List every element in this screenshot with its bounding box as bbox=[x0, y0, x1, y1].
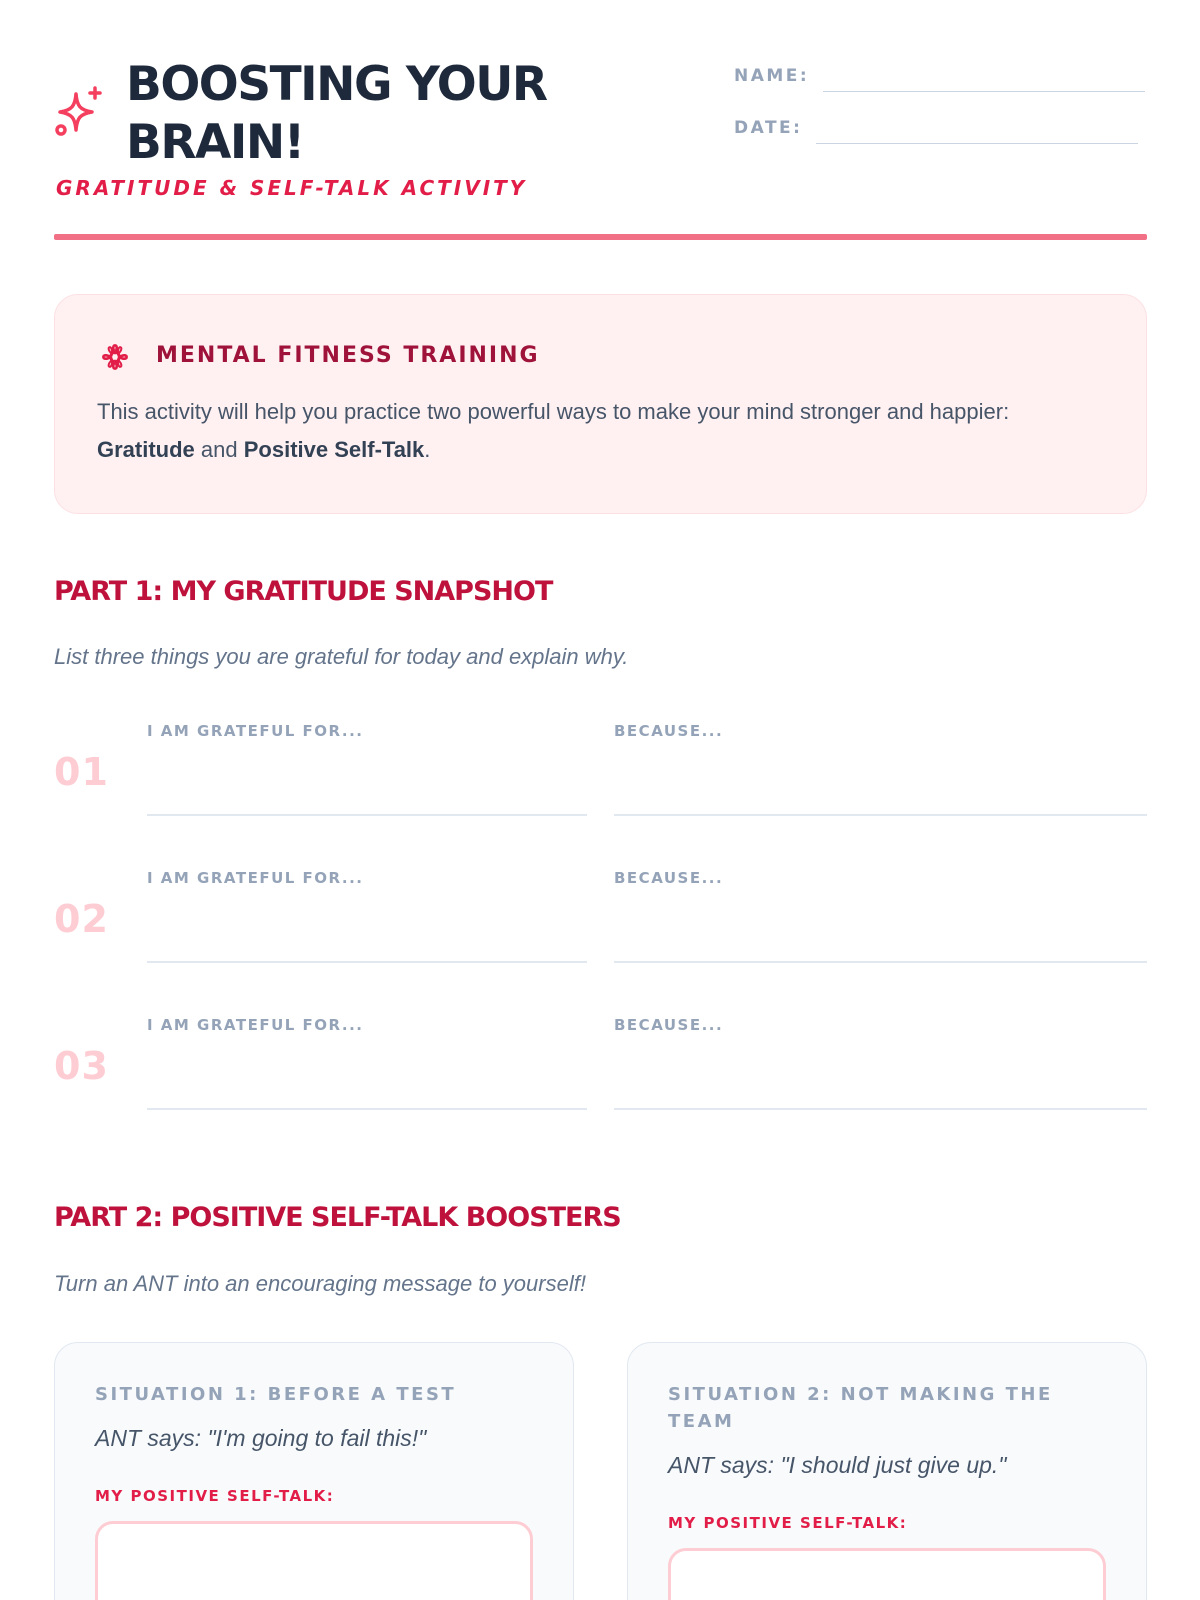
situation-title: SITUATION 2: NOT MAKING THE TEAM bbox=[668, 1384, 1053, 1432]
header-divider bbox=[54, 234, 1147, 240]
title-line-2: BRAIN! bbox=[126, 115, 304, 170]
intro-bold-self-talk: Positive Self-Talk bbox=[243, 437, 425, 462]
grateful-for-label: I AM GRATEFUL FOR... bbox=[147, 722, 364, 740]
part1-title: PART 1: MY GRATITUDE SNAPSHOT bbox=[54, 576, 553, 607]
intro-text-part: and bbox=[194, 437, 244, 462]
part2-description: Turn an ANT into an encouraging message to yourself! bbox=[54, 1271, 586, 1296]
intro-heading: MENTAL FITNESS TRAINING bbox=[156, 343, 540, 368]
situation-title: SITUATION 1: BEFORE A TEST bbox=[95, 1384, 457, 1405]
worksheet-header bbox=[54, 50, 1147, 240]
name-row bbox=[734, 56, 1145, 92]
name-field[interactable] bbox=[823, 56, 1145, 92]
sparkle-icon bbox=[54, 86, 104, 140]
gratitude-row bbox=[54, 1016, 1147, 1126]
grateful-for-label: I AM GRATEFUL FOR... bbox=[147, 869, 364, 887]
because-label: BECAUSE... bbox=[614, 1016, 724, 1034]
positive-self-talk-label: MY POSITIVE SELF-TALK: bbox=[95, 1487, 335, 1505]
intro-text bbox=[97, 393, 1097, 469]
grateful-for-label: I AM GRATEFUL FOR... bbox=[147, 1016, 364, 1034]
positive-self-talk-label: MY POSITIVE SELF-TALK: bbox=[668, 1514, 908, 1532]
positive-self-talk-input[interactable] bbox=[668, 1548, 1106, 1600]
because-field[interactable] bbox=[614, 869, 1147, 963]
ant-quote: ANT says: "I should just give up." bbox=[668, 1452, 1007, 1478]
row-number: 01 bbox=[54, 750, 109, 794]
grateful-for-field[interactable] bbox=[147, 722, 587, 816]
page-subtitle: GRATITUDE & SELF-TALK ACTIVITY bbox=[56, 176, 528, 200]
part2-title: PART 2: POSITIVE SELF-TALK BOOSTERS bbox=[54, 1202, 621, 1233]
intro-bold-gratitude: Gratitude bbox=[97, 437, 195, 462]
intro-text-part: This activity will help you practice two powerful ways to make your mind stronger and happier: bbox=[97, 399, 1010, 424]
ant-quote: ANT says: "I'm going to fail this!" bbox=[95, 1425, 427, 1451]
gratitude-row bbox=[54, 722, 1147, 832]
because-label: BECAUSE... bbox=[614, 869, 724, 887]
grateful-for-field[interactable] bbox=[147, 869, 587, 963]
date-label: DATE: bbox=[734, 118, 803, 138]
page-title bbox=[126, 56, 547, 172]
because-field[interactable] bbox=[614, 1016, 1147, 1110]
date-row bbox=[734, 108, 1138, 144]
situation-card bbox=[54, 1342, 574, 1600]
positive-self-talk-input[interactable] bbox=[95, 1521, 533, 1600]
gratitude-row bbox=[54, 869, 1147, 979]
because-field[interactable] bbox=[614, 722, 1147, 816]
row-number: 03 bbox=[54, 1044, 109, 1088]
name-label: NAME: bbox=[734, 66, 810, 86]
part1-description: List three things you are grateful for today and explain why. bbox=[54, 644, 629, 669]
grateful-for-field[interactable] bbox=[147, 1016, 587, 1110]
date-field[interactable] bbox=[816, 108, 1138, 144]
flower-icon bbox=[97, 339, 133, 375]
intro-card bbox=[54, 294, 1147, 514]
intro-text-part: . bbox=[424, 437, 431, 462]
row-number: 02 bbox=[54, 897, 109, 941]
because-label: BECAUSE... bbox=[614, 722, 724, 740]
situation-card bbox=[627, 1342, 1147, 1600]
title-line-1: BOOSTING YOUR bbox=[126, 57, 547, 112]
